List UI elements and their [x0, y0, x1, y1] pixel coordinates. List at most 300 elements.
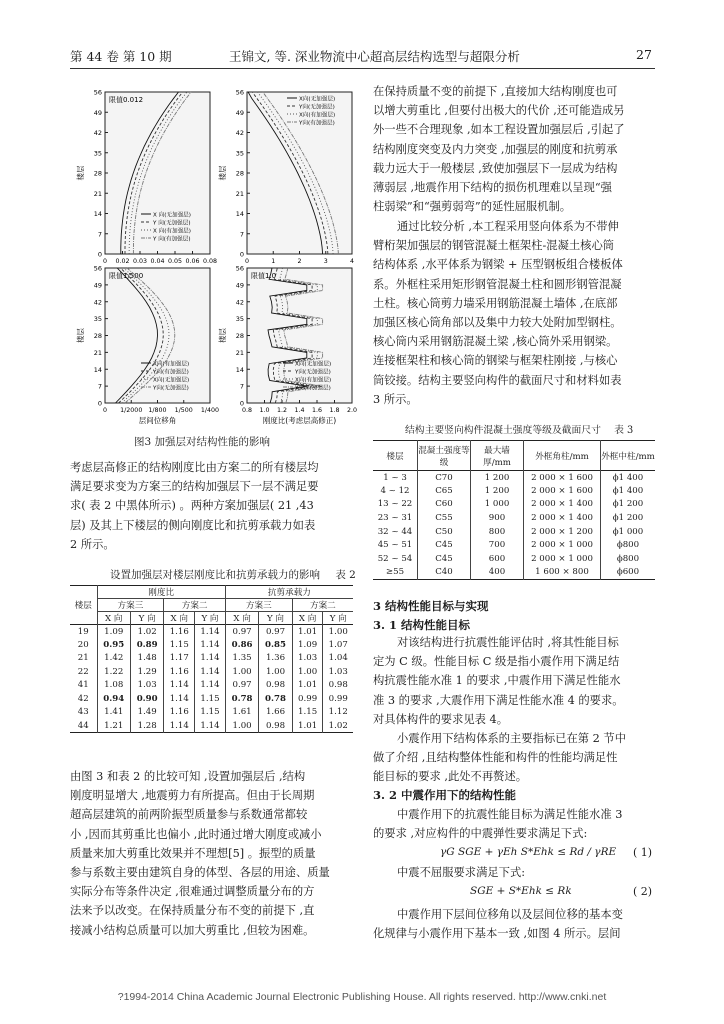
y-tick-label: 7: [239, 230, 244, 239]
value-cell: 0.98: [259, 679, 292, 693]
group-stiffness: 刚度比: [97, 586, 225, 599]
plan3: 方案三: [97, 599, 164, 612]
table-row: [70, 692, 353, 706]
text-line: 求( 表 2 中黑体所示) 。两种方案加强层( 21 ,43: [70, 499, 314, 513]
equation-1-number: ( 1): [633, 846, 653, 859]
value-cell: 1.09: [292, 638, 323, 652]
value-cell: 0.86: [225, 638, 258, 652]
floor-cell: 22: [70, 665, 97, 679]
value-cell: 1.17: [164, 652, 195, 666]
plan3: 方案三: [225, 599, 292, 612]
dir-y: Y 向: [259, 612, 292, 625]
section-3-1-heading: 3. 1 结构性能目标: [373, 618, 471, 632]
text-line: 能目标的要求 ,此处不再赘述。: [373, 770, 528, 784]
value-cell: 1.00: [259, 665, 292, 679]
table-row: [373, 511, 655, 525]
equation-1: γG SGE + γEh S*Ehk ≤ Rd / γRE: [440, 846, 617, 858]
value-cell: 1.08: [97, 679, 130, 693]
y-tick-label: 14: [235, 210, 244, 218]
floor-cell: 4 ~ 12: [373, 484, 418, 498]
y-tick-label: 14: [93, 365, 102, 374]
y-tick-label: 0: [239, 250, 244, 259]
floor-cell: 20: [70, 638, 97, 652]
left-paragraph-2: [70, 767, 352, 940]
value-cell: 1.14: [195, 652, 226, 666]
plan2: 方案二: [164, 599, 225, 612]
value-cell: 1.12: [328, 707, 348, 718]
y-tick-label: 0: [97, 399, 102, 408]
value-cell: 1.28: [130, 719, 163, 733]
y-tick-label: 7: [97, 382, 102, 391]
value-cell: 1.15: [195, 706, 226, 720]
table-3-title-text: 结构主要竖向构件混凝土强度等级及截面尺寸: [405, 425, 601, 436]
x-tick-label: 2: [297, 258, 302, 265]
legend-entry: X向(有加强层): [295, 377, 332, 384]
table-2-title: [110, 567, 356, 582]
table-row: [373, 538, 655, 552]
limit-label: 限值0.012: [109, 96, 144, 104]
x-tick-label: 1.2: [276, 407, 288, 414]
table-row: [373, 471, 655, 485]
y-tick-label: 56: [93, 88, 102, 97]
value-cell: 1.15: [164, 638, 195, 652]
legend-entry: Y向(无加强层): [295, 369, 331, 376]
value-cell: 1.00: [292, 665, 323, 679]
floor-cell: 21: [70, 652, 97, 666]
y-tick-label: 28: [93, 332, 102, 340]
limit-label: 限值1/500: [109, 272, 144, 280]
right-paragraph-1: [373, 82, 655, 216]
value-cell: 1.48: [130, 652, 163, 666]
y-tick-label: 42: [93, 129, 102, 137]
y-tick-label: 42: [235, 129, 244, 137]
group-shear: 抗剪承载力: [225, 586, 353, 599]
plan2: 方案二: [292, 599, 353, 612]
value-cell: ϕ1 200: [612, 499, 644, 510]
value-cell: 2 000 × 1 400: [524, 511, 601, 525]
y-tick-label: 56: [235, 88, 244, 97]
value-cell: 1.00: [328, 626, 348, 637]
value-cell: 1.14: [195, 665, 226, 679]
value-cell: 1.61: [225, 706, 258, 720]
floor-cell: 41: [70, 679, 97, 693]
floor-cell: 43: [70, 706, 97, 720]
value-cell: 1.29: [130, 665, 163, 679]
value-cell: 1.01: [292, 679, 323, 693]
table-row: [373, 552, 655, 566]
y-tick-label: 21: [235, 189, 244, 198]
value-cell: 1.15: [195, 692, 226, 706]
y-tick-label: 0: [239, 399, 244, 408]
floor-cell: 13 ~ 22: [373, 498, 418, 512]
value-cell: 0.97: [225, 679, 258, 693]
legend-entry: X 向(有加强层): [153, 228, 191, 235]
text-line: 3 所示。: [373, 392, 418, 406]
right-paragraph-4: [373, 729, 655, 787]
text-line: 参与系数主要由建筑自身的体型、各层的用途、质量: [70, 866, 330, 880]
col-floor: 楼层: [70, 586, 97, 625]
text-line: 小 ,因而其剪重比也偏小 ,此时通过增大刚度或减小: [70, 827, 322, 841]
value-cell: 1 000: [471, 498, 524, 512]
y-tick-label: 35: [93, 315, 102, 324]
equation-2: SGE + S*Ehk ≤ Rk: [470, 885, 572, 897]
x-tick-label: 1.4: [294, 407, 305, 414]
x-tick-label: 0.08: [202, 258, 218, 265]
value-cell: 0.97: [259, 625, 292, 639]
text-line: 的要求 ,对应构件的中震弹性要求满足下式:: [373, 827, 588, 841]
value-cell: 1.03: [292, 652, 323, 666]
table-3-title: [405, 422, 633, 436]
dir-x: X 向: [97, 612, 130, 625]
value-cell: 0.98: [328, 680, 348, 691]
value-cell: 1.01: [292, 719, 323, 733]
value-cell: 0.89: [130, 638, 163, 652]
text-line: 系。外框柱采用矩形钢管混凝土柱和圆形钢管混凝: [373, 277, 622, 291]
table-row: [70, 638, 353, 652]
value-cell: 1.14: [164, 679, 195, 693]
text-line: 臂桁架加强层的钢管混凝土框架柱-混凝土核心筒: [373, 239, 615, 253]
y-axis-label: 楼层: [218, 328, 227, 343]
value-cell: 0.98: [259, 719, 292, 733]
col-wall: 最大墙厚/mm: [471, 441, 524, 471]
y-tick-label: 21: [93, 189, 102, 198]
value-cell: ϕ1 400: [612, 485, 644, 496]
floor-cell: 19: [70, 625, 97, 639]
x-tick-label: 1.8: [329, 407, 340, 414]
legend-entry: Y向(有加强层): [295, 385, 331, 392]
value-cell: 2 000 × 1 400: [524, 498, 601, 512]
table-row: [70, 706, 353, 720]
value-cell: ϕ800: [616, 553, 640, 564]
value-cell: 1.02: [130, 625, 163, 639]
table-2-title-text: 设置加强层对楼层刚度比和抗剪承载力的影响: [110, 569, 320, 581]
y-tick-label: 21: [235, 348, 244, 357]
value-cell: 1.00: [225, 719, 258, 733]
value-cell: 0.95: [97, 638, 130, 652]
value-cell: 1.09: [97, 625, 130, 639]
figure-3-plots: [70, 82, 360, 427]
y-tick-label: 56: [93, 264, 102, 273]
value-cell: ϕ800: [616, 540, 640, 551]
text-line: 实际分布等条件决定 ,很难通过调整质量分布的方: [70, 885, 315, 899]
value-cell: 1.14: [195, 638, 226, 652]
col-floor: 楼层: [373, 441, 418, 471]
journal-issue: 第 44 卷 第 10 期: [70, 49, 172, 64]
table-row: [70, 719, 353, 733]
text-line: 由图 3 和表 2 的比较可知 ,设置加强层后 ,结构: [70, 770, 306, 783]
text-line: 小震作用下结构体系的主要指标已在第 2 节中: [397, 732, 627, 745]
text-line: 构抗震性能水准 1 的要求 ,中震作用下满足性能水: [373, 674, 621, 688]
value-cell: 2 000 × 1 000: [524, 552, 601, 566]
right-paragraph-6: 中震不屈服要求满足下式:: [397, 866, 526, 879]
text-line: 筒铰接。结构主要竖向构件的截面尺寸和材料如表: [373, 373, 622, 387]
x-tick-label: 1: [271, 258, 276, 265]
floor-cell: 52 ~ 54: [373, 552, 418, 566]
value-cell: ϕ600: [616, 567, 640, 578]
floor-cell: 32 ~ 44: [373, 525, 418, 539]
running-title: 王锦文, 等. 深业物流中心超高层结构选型与超限分析: [229, 49, 520, 64]
y-tick-label: 21: [93, 348, 102, 357]
dir-y: Y 向: [130, 612, 163, 625]
value-cell: 1.66: [259, 706, 292, 720]
right-paragraph-2: [373, 217, 655, 409]
legend-entry: Y 向(无加强层): [153, 220, 191, 227]
text-line: 化规律与小震作用下基本一致 ,如图 4 所示。层间: [373, 927, 621, 941]
value-cell: C45: [418, 538, 471, 552]
y-tick-label: 49: [93, 281, 102, 290]
value-cell: 1.36: [259, 652, 292, 666]
text-line: 中震作用下层间位移角以及层间位移的基本变: [397, 908, 623, 921]
x-tick-label: 0.02: [115, 258, 130, 265]
x-tick-label: 0.04: [150, 258, 165, 265]
value-cell: C55: [418, 511, 471, 525]
y-tick-label: 35: [93, 149, 102, 158]
y-axis-label: 楼层: [218, 165, 227, 181]
text-line: 层) 及其上下楼层的侧向刚度比和抗剪承载力如表: [70, 518, 316, 532]
table-row: [70, 679, 353, 693]
value-cell: C40: [418, 566, 471, 580]
section-3-2-heading: 3. 2 中震作用下的结构性能: [373, 788, 517, 802]
x-tick-label: 1.0: [259, 407, 270, 414]
dir-y: Y 向: [195, 612, 226, 625]
value-cell: 0.99: [292, 692, 323, 706]
legend-entry: X向(无加强层): [153, 377, 190, 384]
y-tick-label: 14: [93, 210, 102, 218]
text-line: 核心筒内采用钢筋混凝土梁 ,核心筒外采用钢梁。: [373, 335, 618, 349]
floor-cell: 1 ~ 3: [373, 471, 418, 485]
y-tick-label: 14: [235, 365, 244, 374]
y-tick-label: 35: [235, 149, 244, 158]
x-axis-label: 层间位移角: [138, 416, 177, 425]
y-tick-label: 7: [239, 382, 244, 391]
text-line: 定为 C 级。性能目标 C 级是指小震作用下满足结: [373, 655, 620, 669]
legend-entry: Y向(有加强层): [153, 369, 189, 376]
y-axis-label: 楼层: [76, 328, 85, 343]
value-cell: C70: [418, 471, 471, 485]
x-tick-label: 1/2000: [120, 407, 143, 414]
x-axis-label: 刚度比(考虑层高修正): [262, 416, 337, 425]
table-row: [373, 566, 655, 580]
x-tick-label: 0.06: [185, 258, 200, 265]
legend-entry: Y向(无加强层): [153, 385, 189, 392]
y-tick-label: 49: [235, 108, 244, 117]
table-3-label: 表 3: [614, 425, 634, 436]
table-row: [373, 498, 655, 512]
y-tick-label: 49: [235, 281, 244, 290]
x-tick-label: 0.05: [167, 258, 183, 265]
value-cell: C65: [418, 484, 471, 498]
right-paragraph-5: [373, 805, 655, 843]
text-line: 加强区核心筒角部以及集中力较大处附加型钢柱。: [373, 316, 622, 330]
value-cell: 900: [471, 511, 524, 525]
right-paragraph-7: [373, 905, 655, 943]
x-tick-label: 1/800: [148, 407, 167, 414]
legend-entry: Y向(有加强层): [299, 120, 335, 127]
x-tick-label: 4: [349, 258, 355, 265]
floor-cell: 42: [70, 692, 97, 706]
y-tick-label: 0: [97, 250, 102, 259]
value-cell: 1.14: [195, 719, 226, 733]
value-cell: 1.41: [97, 706, 130, 720]
legend-entry: X 向(无加强层): [153, 212, 191, 219]
value-cell: ϕ1 200: [612, 513, 644, 524]
value-cell: 1.22: [97, 665, 130, 679]
legend-entry: X向(无加强层): [299, 96, 336, 103]
dir-x: X 向: [225, 612, 258, 625]
x-tick-label: 0: [244, 258, 250, 265]
value-cell: C50: [418, 525, 471, 539]
y-axis-label: 楼层: [76, 165, 85, 181]
table-3: [373, 440, 655, 580]
dir-x: X 向: [292, 612, 323, 625]
floor-cell: ≥55: [373, 566, 418, 580]
text-line: 在保持质量不变的前提下 ,直接加大结构刚度也可: [373, 85, 618, 98]
value-cell: 1.04: [328, 653, 348, 664]
value-cell: 1.16: [164, 706, 195, 720]
right-paragraph-3: [373, 633, 655, 729]
x-tick-label: 0: [102, 407, 108, 414]
value-cell: 2 000 × 1 000: [524, 538, 601, 552]
text-line: 对具体构件的要求见表 4。: [373, 712, 509, 726]
value-cell: 1.01: [292, 625, 323, 639]
legend-entry: Y向(无加强层): [299, 104, 335, 111]
value-cell: 1 200: [471, 484, 524, 498]
x-tick-label: 1/500: [174, 407, 193, 414]
header-rule: [70, 68, 655, 69]
equation-2-number: ( 2): [633, 885, 653, 898]
value-cell: 0.90: [130, 692, 163, 706]
table-row: [373, 525, 655, 539]
x-tick-label: 3: [323, 258, 328, 265]
text-line: 土柱。核心筒剪力墙采用钢筋混凝土墙体 ,在底部: [373, 296, 618, 310]
x-tick-label: 1/400: [200, 407, 220, 414]
x-tick-label: 1.6: [311, 407, 323, 414]
value-cell: 1 600 × 800: [524, 566, 601, 580]
text-line: 结构体系 ,水平体系为钢梁 + 压型钢板组合楼板体: [373, 258, 623, 272]
value-cell: 1.03: [130, 679, 163, 693]
value-cell: 0.85: [259, 638, 292, 652]
legend-entry: Y 向(有加强层): [153, 236, 191, 243]
text-line: 柱弱梁”和“强剪弱弯”的延性屈服机制。: [373, 200, 572, 214]
value-cell: 1.15: [292, 706, 323, 720]
x-tick-label: 0.03: [132, 258, 148, 265]
x-tick-label: 0.8: [241, 407, 253, 414]
y-tick-label: 28: [93, 169, 102, 178]
section-3-heading: 3 结构性能目标与实现: [373, 599, 489, 613]
value-cell: 1.16: [164, 665, 195, 679]
text-line: 薄弱层 ,地震作用下结构的损伤机理难以呈现“强: [373, 181, 612, 195]
dir-x: X 向: [164, 612, 195, 625]
table-row: [70, 652, 353, 666]
col-concrete: 混凝土强度等级: [418, 441, 471, 471]
value-cell: 1 200: [471, 471, 524, 485]
legend-entry: X向(有加强层): [299, 112, 336, 119]
y-tick-label: 42: [93, 298, 102, 307]
text-line: 法来予以改变。在保持质量分布不变的前提下 ,直: [70, 904, 315, 918]
value-cell: 1.07: [328, 639, 348, 650]
x-tick-label: 0: [102, 258, 108, 265]
floor-cell: 23 ~ 31: [373, 511, 418, 525]
text-line: 刚度明显增大 ,地震剪力有所提高。但由于长周期: [70, 789, 315, 803]
value-cell: 0.78: [225, 692, 258, 706]
value-cell: 2 000 × 1 600: [524, 471, 601, 485]
col-middle-column: 外框中柱/mm: [601, 451, 655, 462]
legend-entry: X向(有加强层): [153, 361, 190, 368]
table-2-body: [70, 625, 353, 733]
value-cell: C45: [418, 552, 471, 566]
value-cell: 400: [471, 566, 524, 580]
table-row: [373, 484, 655, 498]
table-2-label: 表 2: [335, 569, 356, 581]
y-tick-label: 56: [235, 264, 244, 273]
value-cell: 800: [471, 525, 524, 539]
value-cell: 1.42: [97, 652, 130, 666]
y-tick-label: 49: [93, 108, 102, 117]
page-number: 27: [636, 47, 652, 62]
y-tick-label: 42: [235, 298, 244, 307]
value-cell: 1.14: [164, 719, 195, 733]
limit-label: 限值1.0: [251, 272, 277, 280]
text-line: 外一些不合理现象 ,如本工程设置加强层后 ,引起了: [373, 123, 625, 137]
value-cell: 1.03: [328, 666, 348, 677]
col-corner-column: 外框角柱/mm: [524, 441, 601, 471]
dir-y: Y 向: [329, 614, 347, 624]
value-cell: 1.14: [195, 625, 226, 639]
value-cell: ϕ1 400: [612, 472, 644, 483]
value-cell: C60: [418, 498, 471, 512]
left-paragraph-1: [70, 458, 352, 554]
value-cell: 2 000 × 1 200: [524, 525, 601, 539]
value-cell: 700: [471, 538, 524, 552]
text-line: 做了介绍 ,且结构整体性能和构件的性能均满足性: [373, 751, 618, 765]
y-tick-label: 28: [235, 169, 244, 178]
y-tick-label: 35: [235, 315, 244, 324]
value-cell: 1.21: [97, 719, 130, 733]
text-line: 载力远大于一般楼层 ,致使加强层下一层成为结构: [373, 161, 618, 175]
text-line: 2 所示。: [70, 537, 115, 551]
table-row: [70, 665, 353, 679]
footer-copyright: ?1994-2014 China Academic Journal Electronic Publishing House. All rights reserved. http://www.cnki.net: [117, 991, 607, 1003]
figure-3-caption: 图3 加强层对结构性能的影响: [134, 436, 271, 448]
value-cell: 1.00: [225, 665, 258, 679]
y-tick-label: 7: [97, 230, 102, 239]
text-line: 通过比较分析 ,本工程采用竖向体系为不带伸: [397, 220, 619, 233]
text-line: 对该结构进行抗震性能评估时 ,将其性能目标: [397, 636, 619, 649]
value-cell: 0.99: [328, 693, 348, 704]
floor-cell: 45 ~ 51: [373, 538, 418, 552]
floor-cell: 44: [70, 719, 97, 733]
value-cell: 1.14: [195, 679, 226, 693]
y-tick-label: 28: [235, 332, 244, 340]
text-line: 考虑层高修正的结构刚度比由方案二的所有楼层均: [70, 461, 319, 474]
text-line: 连接框架柱和核心筒的钢梁与框架柱刚接 ,与核心: [373, 354, 618, 368]
text-line: 准 3 的要求 ,大震作用下满足性能水准 4 的要求。: [373, 693, 624, 707]
table-row: [70, 625, 353, 639]
value-cell: 0.94: [97, 692, 130, 706]
value-cell: 1.16: [164, 625, 195, 639]
value-cell: 1.02: [328, 720, 348, 731]
text-line: 质量来加大剪重比效果并不理想[5] 。振型的质量: [70, 846, 316, 860]
value-cell: 600: [471, 552, 524, 566]
value-cell: ϕ1 000: [612, 526, 644, 537]
value-cell: 1.35: [225, 652, 258, 666]
value-cell: 0.78: [259, 692, 292, 706]
table-2: [70, 585, 353, 733]
text-line: 结构刚度突变及内力突变 ,加强层的刚度和抗剪承: [373, 142, 618, 156]
text-line: 超高层建筑的前两阶振型质量参与系数通常都较: [70, 808, 308, 822]
value-cell: 0.97: [225, 625, 258, 639]
text-line: 以增大剪重比 ,但要付出极大的代价 ,还可能造成另: [373, 104, 625, 118]
